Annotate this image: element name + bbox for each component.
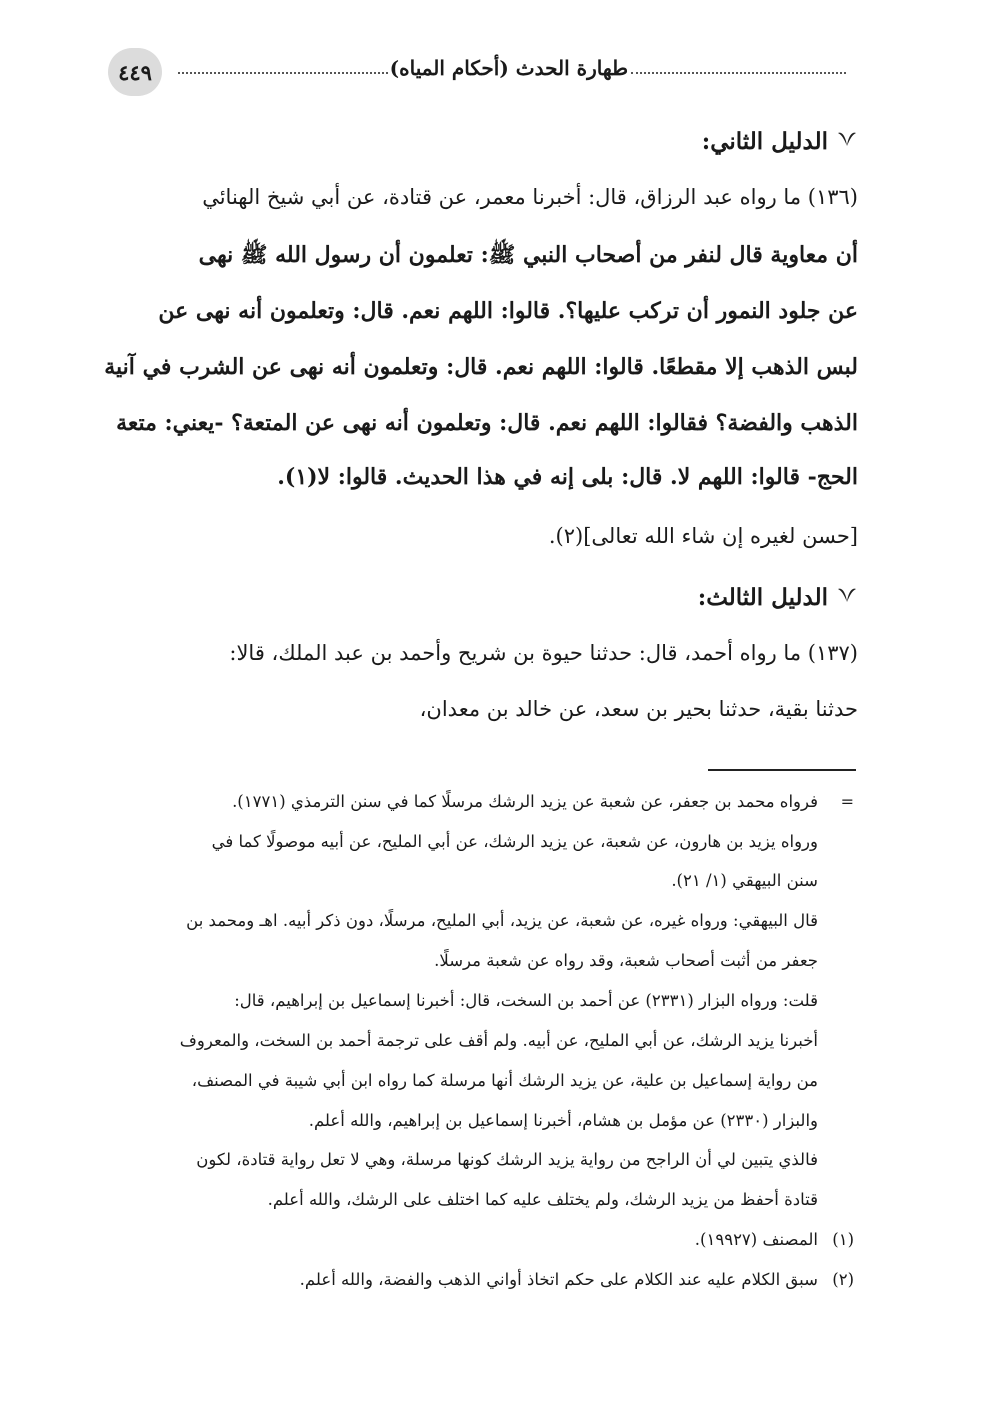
grading-line: [حسن لغيره إن شاء الله تعالى](٢).	[548, 524, 858, 548]
text-line: عن جلود النمور أن تركب عليها؟. قالوا: اللهم نعم. قال: وتعلمون أنه نهى عن	[158, 298, 858, 324]
section-heading	[146, 128, 858, 155]
text-line: (١٣٧) ما رواه أحمد، قال: حدثنا حيوة بن شريح وأحمد بن عبد الملك، قالا:	[229, 641, 858, 665]
footnote-line: فرواه محمد بن جعفر، عن شعبة عن يزيد الرشك مرسلًا كما في سنن الترمذي (١٧٧١).	[232, 792, 818, 811]
section-heading-text: الدليل الثاني:	[701, 128, 828, 155]
footnote-line: فالذي يتبين لي أن الراجح من رواية يزيد الرشك كونها مرسلة، وهي لا تعل رواية قتادة، لكون	[196, 1150, 818, 1169]
page-header	[108, 48, 848, 96]
footnote-line: قتادة أحفظ من يزيد الرشك، ولم يختلف عليه كما اختلف على الرشك، والله أعلم.	[267, 1190, 818, 1209]
ornament-icon	[836, 128, 858, 155]
header-dotted-leader	[178, 72, 388, 74]
footnote-number: (١)	[832, 1230, 854, 1249]
footnote-line: من رواية إسماعيل بن علية، عن يزيد الرشك أنها مرسلة كما رواه ابن أبي شيبة في المصنف،	[191, 1071, 818, 1090]
footnote-number: (٢)	[832, 1270, 854, 1289]
running-title: طهارة الحدث (أحكام المياه)	[389, 56, 628, 80]
footnote-line: سنن البيهقي (١/ ٢١).	[671, 871, 818, 890]
footnote-separator	[708, 769, 856, 771]
text-line: الذهب والفضة؟ فقالوا: اللهم نعم. قال: وتعلمون أنه نهى عن المتعة؟ -يعني: متعة	[116, 410, 858, 436]
text-line: (١٣٦) ما رواه عبد الرزاق، قال: أخبرنا معمر، عن قتادة، عن أبي شيخ الهنائي	[202, 185, 858, 209]
text-line: الحج- قالوا: اللهم لا. قال: بلى إنه في هذا الحديث. قالوا: لا(١).	[277, 464, 858, 490]
footnote-line: جعفر من أثبت أصحاب شعبة، وقد رواه عن شعبة مرسلًا.	[434, 951, 818, 970]
page-number: ٤٤٩	[108, 48, 162, 96]
footnote-line: قلت: ورواه البزار (٢٣٣١) عن أحمد بن السخت، قال: أخبرنا إسماعيل بن إبراهيم، قال:	[234, 991, 818, 1010]
ornament-icon	[836, 584, 858, 611]
continuation-mark: =	[840, 792, 854, 811]
footnote-line: أخبرنا يزيد الرشك، عن أبي المليح، عن أبيه. ولم أقف على ترجمة أحمد بن السخت، والمعروف	[179, 1031, 818, 1050]
section-heading	[146, 584, 858, 611]
section-heading-text: الدليل الثالث:	[697, 584, 828, 611]
footnote-line: المصنف (١٩٩٢٧).	[694, 1230, 818, 1249]
footnote-line: ورواه يزيد بن هارون، عن شعبة، عن يزيد الرشك، عن أبي المليح، عن أبيه موصولًا كما في	[211, 832, 818, 851]
text-line: حدثنا بقية، حدثنا بحير بن سعد، عن خالد بن معدان،	[419, 697, 858, 721]
footnote-line: قال البيهقي: ورواه غيره، عن شعبة، عن يزيد، أبي المليح، مرسلًا، دون ذكر أبيه. اهـ ومحمد بن	[186, 911, 818, 930]
footnote-line: والبزار (٢٣٣٠) عن مؤمل بن هشام، أخبرنا إسماعيل بن إبراهيم، والله أعلم.	[308, 1111, 818, 1130]
footnote-line: سبق الكلام عليه عند الكلام على حكم اتخاذ أواني الذهب والفضة، والله أعلم.	[299, 1270, 818, 1289]
header-dotted-leader	[631, 72, 846, 74]
text-line: لبس الذهب إلا مقطعًا. قالوا: اللهم نعم. قال: وتعلمون أنه نهى عن الشرب في آنية	[104, 354, 858, 380]
text-line: أن معاوية قال لنفر من أصحاب النبي ﷺ: تعلمون أن رسول الله ﷺ نهى	[198, 242, 858, 268]
